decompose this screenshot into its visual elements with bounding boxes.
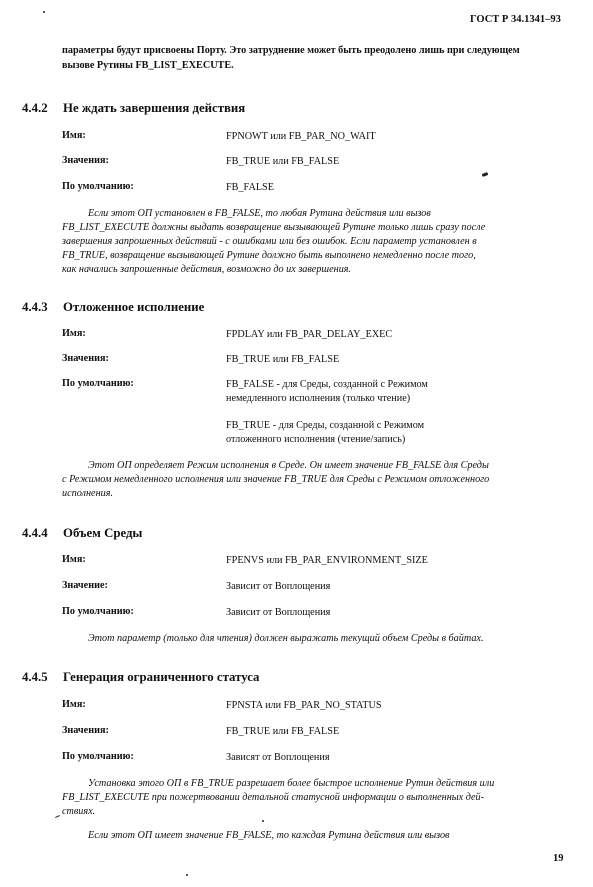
description-line: Этот параметр (только для чтения) должен выражать текущий объем Среды в байтах. <box>88 633 484 644</box>
scan-speck <box>482 172 489 177</box>
default-value: FB_FALSE <box>226 182 274 193</box>
running-header: ГОСТ Р 34.1341–93 <box>470 14 561 25</box>
section-4-4-3-title: Отложенное исполнение <box>63 300 205 314</box>
description-line: как начались запрошенные действия, возможно до их завершения. <box>62 264 352 275</box>
description-line: Установка этого ОП в FB_TRUE разрешает более быстрое исполнение Рутин действия или <box>88 778 495 789</box>
default-value: Зависят от Воплощения <box>226 752 330 763</box>
values-label: Значение: <box>62 580 108 591</box>
description-line: Если этот ОП установлен в FB_FALSE, то любая Рутина действия или вызов <box>88 208 431 219</box>
default-label: По умолчанию: <box>62 751 134 762</box>
description-line: Если этот ОП имеет значение FB_FALSE, то каждая Рутина действия или вызов <box>88 830 450 841</box>
scan-speck <box>262 820 264 822</box>
section-4-4-2-number: 4.4.2 <box>22 101 48 115</box>
description-line: исполнения. <box>62 488 113 499</box>
values-label: Значения: <box>62 353 109 364</box>
values-value: FB_TRUE или FB_FALSE <box>226 726 340 737</box>
name-value: FPNSTA или FB_PAR_NO_STATUS <box>226 700 382 711</box>
section-4-4-4-title: Объем Среды <box>63 526 143 540</box>
default-value-alt-continued: отложенного исполнения (чтение/запись) <box>226 434 406 445</box>
section-4-4-3-number: 4.4.3 <box>22 300 48 314</box>
default-value: Зависит от Воплощения <box>226 607 331 618</box>
default-value-alt: FB_TRUE - для Среды, созданной с Режимом <box>226 420 425 431</box>
scan-speck <box>55 815 60 818</box>
description-line: FB_TRUE, возвращение вызывающей Рутине должно быть выполнено немедленно после того, <box>62 250 476 261</box>
scan-speck <box>186 874 188 876</box>
section-4-4-4-number: 4.4.4 <box>22 526 48 540</box>
intro-line-1: параметры будут присвоены Порту. Это затруднение может быть преодолено лишь при следующем <box>62 45 520 56</box>
description-line: Этот ОП определяет Режим исполнения в Среде. Он имеет значение FB_FALSE для Среды <box>88 460 489 471</box>
section-4-4-5-number: 4.4.5 <box>22 670 48 684</box>
description-line: завершения запрошенных действий - с ошибками или без ошибок. Если параметр установлен в <box>62 236 477 247</box>
name-label: Имя: <box>62 130 86 141</box>
default-label: По умолчанию: <box>62 606 134 617</box>
values-label: Значения: <box>62 155 109 166</box>
section-4-4-5-title: Генерация ограниченного статуса <box>63 670 260 684</box>
name-value: FPNOWT или FB_PAR_NO_WAIT <box>226 131 376 142</box>
name-label: Имя: <box>62 554 86 565</box>
scan-speck <box>43 11 45 13</box>
name-value: FPENVS или FB_PAR_ENVIRONMENT_SIZE <box>226 555 428 566</box>
description-line: ствиях. <box>62 806 96 817</box>
default-value-continued: немедленного исполнения (только чтение) <box>226 393 411 404</box>
name-value: FPDLAY или FB_PAR_DELAY_EXEC <box>226 329 393 340</box>
default-label: По умолчанию: <box>62 181 134 192</box>
name-label: Имя: <box>62 328 86 339</box>
name-label: Имя: <box>62 699 86 710</box>
intro-line-2: вызове Рутины FB_LIST_EXECUTE. <box>62 60 234 71</box>
default-label: По умолчанию: <box>62 378 134 389</box>
values-value: FB_TRUE или FB_FALSE <box>226 156 340 167</box>
default-value: FB_FALSE - для Среды, созданной с Режимом <box>226 379 428 390</box>
section-4-4-2-title: Не ждать завершения действия <box>63 101 246 115</box>
description-line: FB_LIST_EXECUTE при пожертвовании детальной статусной информации о выполненных дей- <box>62 792 485 803</box>
values-value: FB_TRUE или FB_FALSE <box>226 354 340 365</box>
description-line: с Режимом немедленного исполнения или значение FB_TRUE для Среды с Режимом отложенного <box>62 474 490 485</box>
page-number: 19 <box>553 853 564 864</box>
values-value: Зависит от Воплощения <box>226 581 331 592</box>
description-line: FB_LIST_EXECUTE должны выдать возвращение вызывающей Рутине только лишь сразу после <box>62 222 486 233</box>
values-label: Значения: <box>62 725 109 736</box>
